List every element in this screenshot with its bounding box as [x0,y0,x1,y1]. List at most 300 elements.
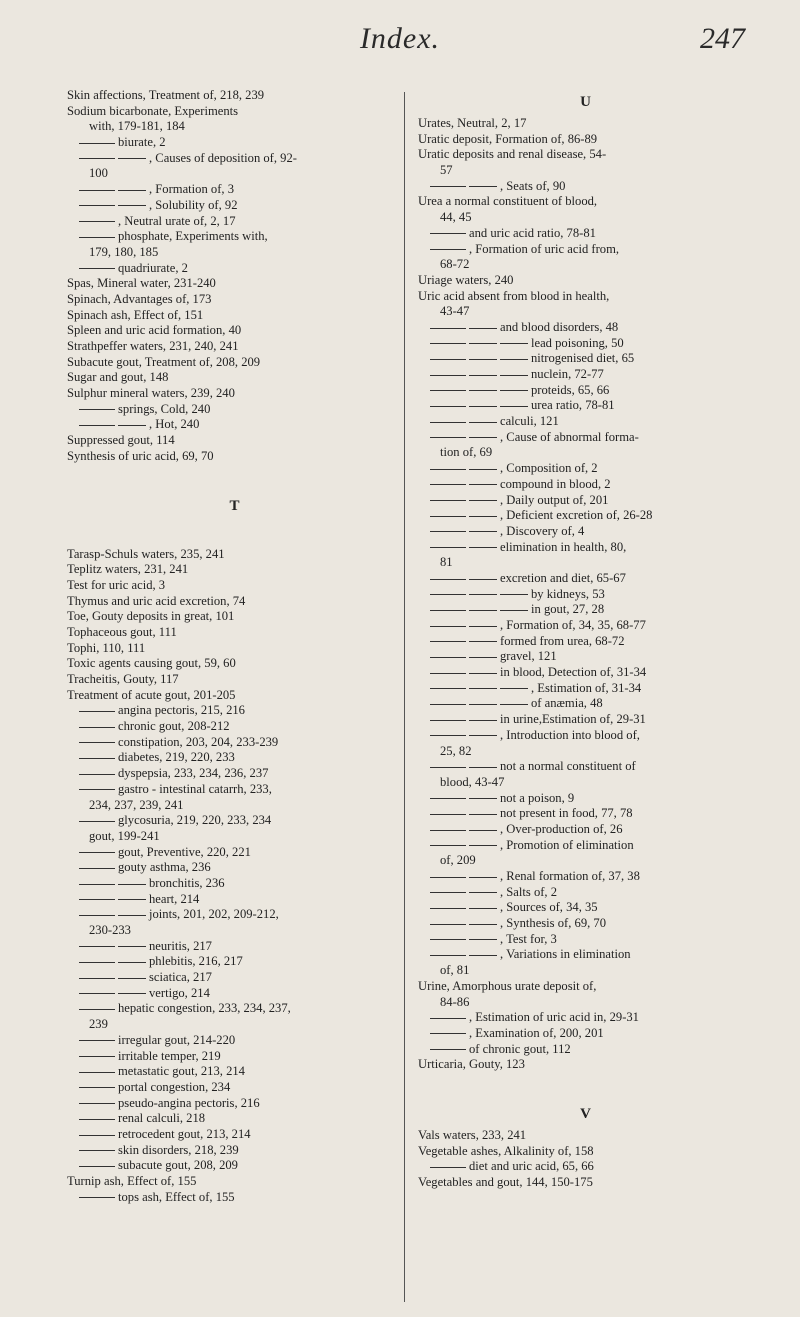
entry-text: Spinach ash, Effect of, 151 [67,307,204,322]
entry-text: , Estimation of, 31-34 [531,680,642,695]
entry-text: blood, 43-47 [440,774,505,789]
entry-text: , Daily output of, 201 [500,492,609,507]
index-entry [67,198,402,214]
entry-text: , Formation of uric acid from, [469,241,620,256]
ditto-dash [118,946,146,947]
index-entry [67,672,402,688]
ditto-dash [469,359,497,360]
ditto-dash [500,343,528,344]
entry-text: subacute gout, 208, 209 [118,1158,238,1173]
index-entry-continuation [418,163,753,179]
index-entry-continuation [67,923,402,939]
index-entry [418,226,753,242]
ditto-dash [469,641,497,642]
entry-text: , Deficient excretion of, 26-28 [500,508,653,523]
index-entry [418,869,753,885]
ditto-dash [430,892,466,893]
entry-text: Vals waters, 233, 241 [418,1127,527,1142]
entry-text: quadriurate, 2 [118,260,188,275]
entry-text: , Causes of deposition of, 92- [149,150,297,165]
ditto-dash [79,1119,115,1120]
ditto-dash [430,657,466,658]
ditto-dash [469,579,497,580]
ditto-dash [118,158,146,159]
entry-text: dyspepsia, 233, 234, 236, 237 [118,766,269,781]
ditto-dash [430,720,466,721]
ditto-dash [118,190,146,191]
column-divider [404,92,405,1302]
index-entry [418,194,753,210]
entry-text: of, 81 [440,963,470,978]
index-entry-continuation [418,445,753,461]
entry-text: calculi, 121 [500,414,559,429]
ditto-dash [79,1040,115,1041]
ditto-dash [430,939,466,940]
ditto-dash [430,1018,466,1019]
entry-text: , Examination of, 200, 201 [469,1025,604,1040]
index-entry [418,273,753,289]
index-entry [418,947,753,963]
section-gap [418,1073,753,1100]
index-entry [418,728,753,744]
entry-text: joints, 201, 202, 209-212, [149,907,279,922]
index-entry [67,292,402,308]
entry-text: , Variations in elimination [500,947,631,962]
entry-text: 44, 45 [440,210,472,225]
ditto-dash [469,469,497,470]
index-entry [418,1057,753,1073]
ditto-dash [430,798,466,799]
ditto-dash [500,406,528,407]
ditto-dash [430,469,466,470]
entry-text: chronic gout, 208-212 [118,719,230,734]
index-entry [418,634,753,650]
index-entry [67,1190,402,1206]
index-entry [67,1096,402,1112]
entry-text: , Estimation of uric acid in, 29-31 [469,1010,639,1025]
ditto-dash [79,742,115,743]
entry-text: constipation, 203, 204, 233-239 [118,734,279,749]
entry-text: formed from urea, 68-72 [500,633,625,648]
entry-text: urea ratio, 78-81 [531,398,615,413]
index-entry [418,147,753,163]
index-entry [418,649,753,665]
entry-text: Test for uric acid, 3 [67,577,166,592]
index-entry [67,323,402,339]
ditto-dash [469,500,497,501]
ditto-dash [79,993,115,994]
index-entry [418,1042,753,1058]
entry-text: neuritis, 217 [149,938,212,953]
index-entry [67,1111,402,1127]
index-entry [418,916,753,932]
entry-text: Strathpeffer waters, 231, 240, 241 [67,339,239,353]
ditto-dash [79,758,115,759]
index-entry [418,430,753,446]
entry-text: 230-233 [89,923,131,937]
entry-text: , Formation of, 3 [149,182,235,197]
index-entry-continuation [67,166,402,182]
ditto-dash [500,375,528,376]
ditto-dash [469,437,497,438]
index-entry [418,1144,753,1160]
ditto-dash [79,915,115,916]
index-entry [418,132,753,148]
entry-text: skin disorders, 218, 239 [118,1142,239,1157]
entry-text: Thymus and uric acid excretion, 74 [67,593,246,608]
index-entry [67,182,402,198]
entry-text: not a poison, 9 [500,790,575,805]
ditto-dash [500,610,528,611]
entry-text: bronchitis, 236 [149,875,225,890]
ditto-dash [469,343,497,344]
index-entry [67,386,402,402]
ditto-dash [79,205,115,206]
index-entry [67,1174,402,1190]
index-entry [418,587,753,603]
ditto-dash [79,711,115,712]
entry-text: portal congestion, 234 [118,1079,231,1094]
ditto-dash [469,626,497,627]
ditto-dash [79,899,115,900]
index-entry-continuation [67,245,402,261]
entry-text: hepatic congestion, 233, 234, 237, [118,1001,291,1016]
index-entry [67,845,402,861]
entry-text: irregular gout, 214-220 [118,1032,236,1047]
ditto-dash [430,343,466,344]
entry-text: , Over-production of, 26 [500,821,623,836]
ditto-dash [469,939,497,940]
entry-text: Spinach, Advantages of, 173 [67,291,212,306]
index-entry [418,1128,753,1144]
index-entry [418,179,753,195]
ditto-dash [79,1072,115,1073]
entry-text: diabetes, 219, 220, 233 [118,750,235,765]
entry-text: 57 [440,163,453,178]
ditto-dash [430,1033,466,1034]
entry-text: tion of, 69 [440,445,493,460]
section-gap [67,465,402,492]
ditto-dash [469,767,497,768]
ditto-dash [79,221,115,222]
ditto-dash [430,641,466,642]
ditto-dash [469,720,497,721]
index-entry [67,104,402,120]
entry-text: Toxic agents causing gout, 59, 60 [67,656,236,671]
index-entry [67,719,402,735]
ditto-dash [469,955,497,956]
entry-text: Teplitz waters, 231, 241 [67,562,189,577]
entry-text: Urea a normal constituent of blood, [418,194,598,209]
ditto-dash [118,205,146,206]
index-entry [418,838,753,854]
index-entry [67,970,402,986]
index-entry [67,735,402,751]
entry-text: sciatica, 217 [149,970,212,985]
ditto-dash [430,610,466,611]
index-entry [67,151,402,167]
index-entry [67,276,402,292]
ditto-dash [79,962,115,963]
index-entry [67,402,402,418]
index-entry-continuation [418,995,753,1011]
entry-text: gravel, 121 [500,649,557,664]
section-letter: T [229,497,240,514]
entry-text: angina pectoris, 215, 216 [118,703,245,718]
ditto-dash [430,390,466,391]
entry-text: compound in blood, 2 [500,476,611,491]
ditto-dash [430,845,466,846]
entry-text: lead poisoning, 50 [531,335,624,350]
index-entry [418,336,753,352]
index-entry [418,932,753,948]
entry-text: , Formation of, 34, 35, 68-77 [500,618,646,632]
entry-text: , Synthesis of, 69, 70 [500,916,607,931]
section-letter: U [580,94,591,110]
ditto-dash [79,1135,115,1136]
ditto-dash [79,1197,115,1198]
index-entry [418,320,753,336]
index-entry [418,571,753,587]
entry-text: 68-72 [440,257,470,272]
entry-text: 234, 237, 239, 241 [89,797,184,812]
ditto-dash [430,328,466,329]
entry-text: elimination in health, 80, [500,539,627,554]
entry-text: phlebitis, 216, 217 [149,954,243,969]
index-entry [67,135,402,151]
index-entry [67,370,402,386]
ditto-dash [79,852,115,853]
entry-text: Spleen and uric acid formation, 40 [67,323,242,338]
ditto-dash [79,143,115,144]
index-entry [67,1033,402,1049]
index-entry [418,618,753,634]
entry-text: Toe, Gouty deposits in great, 101 [67,609,235,624]
ditto-dash [79,1087,115,1088]
index-entry [418,1010,753,1026]
ditto-dash [469,516,497,517]
index-entry-continuation [418,775,753,791]
ditto-dash [469,845,497,846]
index-entry [418,602,753,618]
ditto-dash [430,500,466,501]
ditto-dash [430,673,466,674]
entry-text: vertigo, 214 [149,985,210,1000]
ditto-dash [430,955,466,956]
entry-text: irritable temper, 219 [118,1048,221,1063]
ditto-dash [469,328,497,329]
ditto-dash [430,249,466,250]
entry-text: tops ash, Effect of, 155 [118,1189,235,1204]
index-entry [67,860,402,876]
index-entry [418,822,753,838]
entry-text: in gout, 27, 28 [531,602,605,617]
entry-text: of chronic gout, 112 [469,1041,571,1056]
entry-text: , Discovery of, 4 [500,523,585,538]
ditto-dash [500,390,528,391]
index-entry [67,88,402,104]
ditto-dash [430,1167,466,1168]
index-entry [418,540,753,556]
ditto-dash [469,547,497,548]
index-entry [418,508,753,524]
index-entry [67,656,402,672]
entry-text: nuclein, 72-77 [531,367,604,381]
entry-text: Treatment of acute gout, 201-205 [67,687,236,702]
index-entry [418,242,753,258]
index-entry-continuation [67,829,402,845]
ditto-dash [430,233,466,234]
entry-text: 43-47 [440,304,470,319]
index-entry-continuation [418,744,753,760]
ditto-dash [469,390,497,391]
ditto-dash [79,1150,115,1151]
entry-text: Uratic deposits and renal disease, 54- [418,147,607,162]
index-entry-continuation [67,798,402,814]
ditto-dash [430,375,466,376]
index-entry [67,1064,402,1080]
index-entry [67,609,402,625]
index-entry [67,703,402,719]
index-entry-continuation [67,119,402,135]
index-entry [67,1143,402,1159]
index-entry [418,1026,753,1042]
entry-text: Uric acid absent from blood in health, [418,288,610,303]
entry-text: in blood, Detection of, 31-34 [500,665,647,680]
ditto-dash [500,704,528,705]
index-entry [67,562,402,578]
entry-text: 179, 180, 185 [89,244,159,259]
ditto-dash [79,884,115,885]
entry-text: of, 209 [440,853,476,868]
index-entry [67,892,402,908]
entry-text: , Composition of, 2 [500,461,598,476]
index-entry-continuation [418,304,753,320]
ditto-dash [469,657,497,658]
ditto-dash [469,375,497,376]
index-entry-continuation [418,257,753,273]
index-entry [67,750,402,766]
index-entry [418,289,753,305]
ditto-dash [430,579,466,580]
entry-text: , Test for, 3 [500,931,557,946]
ditto-dash [430,1049,466,1050]
entry-text: Urticaria, Gouty, 123 [418,1057,525,1072]
ditto-dash [469,186,497,187]
index-entry [418,493,753,509]
index-entry [67,954,402,970]
ditto-dash [118,425,146,426]
ditto-dash [79,190,115,191]
index-entry [418,806,753,822]
ditto-dash [79,774,115,775]
entry-text: Tracheitis, Gouty, 117 [67,672,179,686]
index-entry [418,696,753,712]
ditto-dash [118,884,146,885]
ditto-dash [79,268,115,269]
entry-text: , Sources of, 34, 35 [500,900,598,915]
ditto-dash [430,830,466,831]
ditto-dash [469,908,497,909]
ditto-dash [469,594,497,595]
entry-text: renal calculi, 218 [118,1111,206,1126]
ditto-dash [79,425,115,426]
ditto-dash [430,594,466,595]
entry-text: diet and uric acid, 65, 66 [469,1159,594,1174]
index-entry-continuation [418,210,753,226]
index-entry [418,477,753,493]
index-entry [67,261,402,277]
ditto-dash [430,908,466,909]
ditto-dash [469,484,497,485]
entry-text: Synthesis of uric acid, 69, 70 [67,448,214,463]
ditto-dash [79,409,115,410]
entry-text: 81 [440,555,453,570]
entry-text: , Hot, 240 [149,417,200,432]
entry-text: Suppressed gout, 114 [67,433,175,448]
ditto-dash [500,688,528,689]
entry-text: Vegetable ashes, Alkalinity of, 158 [418,1143,594,1158]
ditto-dash [469,814,497,815]
entry-text: 239 [89,1017,108,1032]
index-entry [67,1001,402,1017]
ditto-dash [469,406,497,407]
index-entry [418,681,753,697]
entry-text: Tarasp-Schuls waters, 235, 241 [67,546,225,561]
index-entry [67,417,402,433]
index-entry [67,813,402,829]
index-entry-continuation [67,1017,402,1033]
ditto-dash [430,767,466,768]
ditto-dash [79,237,115,238]
entry-text: Spas, Mineral water, 231-240 [67,276,216,291]
index-entry [67,229,402,245]
index-entry [67,594,402,610]
entry-text: Urates, Neutral, 2, 17 [418,116,527,130]
entry-text: gout, Preventive, 220, 221 [118,844,251,859]
index-entry [418,885,753,901]
index-entry [418,791,753,807]
entry-text: excretion and diet, 65-67 [500,570,626,585]
entry-text: , Introduction into blood of, [500,727,640,742]
ditto-dash [79,978,115,979]
entry-text: Urine, Amorphous urate deposit of, [418,978,597,993]
ditto-dash [469,688,497,689]
entry-text: Subacute gout, Treatment of, 208, 209 [67,354,261,369]
ditto-dash [430,406,466,407]
page-number: 247 [700,22,745,55]
index-entry [67,766,402,782]
index-entry [418,900,753,916]
index-entry [67,433,402,449]
entry-text: retrocedent gout, 213, 214 [118,1126,251,1141]
index-entry [418,712,753,728]
entry-text: , Solubility of, 92 [149,197,238,212]
entry-text: Vegetables and gout, 144, 150-175 [418,1175,593,1189]
ditto-dash [430,547,466,548]
entry-text: , Neutral urate of, 2, 17 [118,213,236,228]
ditto-dash [79,1009,115,1010]
ditto-dash [430,626,466,627]
entry-text: with, 179-181, 184 [89,119,185,134]
ditto-dash [430,359,466,360]
entry-text: , Salts of, 2 [500,884,558,899]
entry-text: 100 [89,166,108,181]
index-entry [418,665,753,681]
entry-text: Skin affections, Treatment of, 218, 239 [67,88,265,102]
entry-text: heart, 214 [149,891,200,906]
entry-text: glycosuria, 219, 220, 233, 234 [118,813,272,828]
